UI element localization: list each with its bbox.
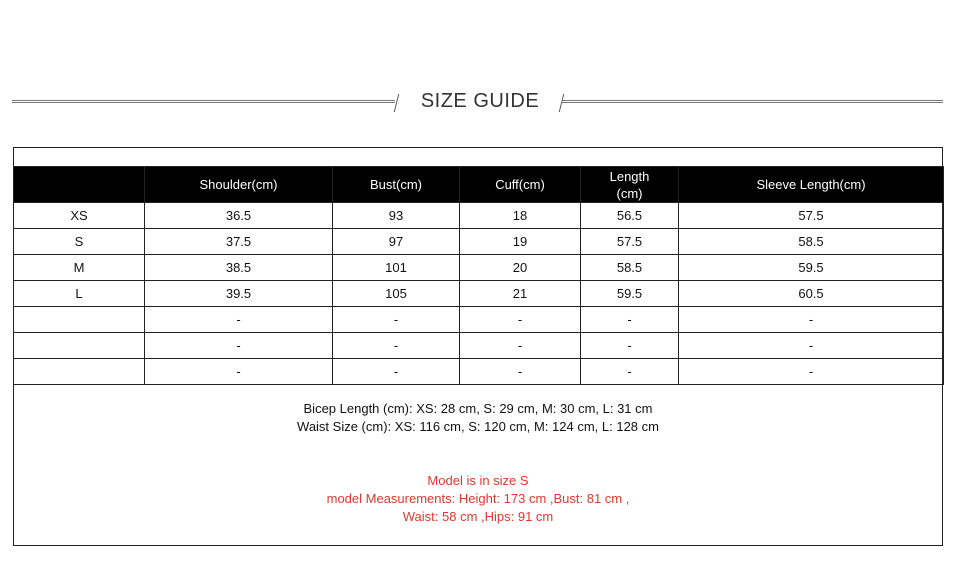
measurement-cell: - (333, 359, 460, 385)
measurement-cell: - (460, 359, 581, 385)
measurement-cell: 58.5 (679, 229, 944, 255)
size-label-cell (14, 307, 145, 333)
measurement-cell: 37.5 (145, 229, 333, 255)
measurement-cell: 38.5 (145, 255, 333, 281)
measurement-cell: - (145, 307, 333, 333)
measurement-cell: - (679, 359, 944, 385)
notes-spacer (13, 436, 943, 472)
size-table (13, 166, 944, 385)
table-row (14, 229, 944, 255)
table-header-cell: Shoulder(cm) (145, 167, 333, 203)
header-slash-right (558, 94, 566, 112)
measurement-cell: - (581, 333, 679, 359)
table-row (14, 203, 944, 229)
measurement-cell: 59.5 (581, 281, 679, 307)
table-row (14, 359, 944, 385)
table-row (14, 307, 944, 333)
size-label-cell (14, 359, 145, 385)
measurement-cell: - (460, 333, 581, 359)
measurement-cell: 20 (460, 255, 581, 281)
table-row (14, 333, 944, 359)
table-row (14, 255, 944, 281)
model-measurements-note-2: Waist: 58 cm ,Hips: 91 cm (402, 509, 554, 524)
measurement-cell: 39.5 (145, 281, 333, 307)
size-label-cell: S (14, 229, 145, 255)
header-rule-left (12, 100, 395, 103)
header-rule-right (562, 100, 943, 103)
size-label-cell: M (14, 255, 145, 281)
size-label-cell (14, 333, 145, 359)
table-header-row (14, 167, 944, 203)
bicep-note: Bicep Length (cm): XS: 28 cm, S: 29 cm, M: 30 cm, L: 31 cm (303, 401, 653, 416)
measurement-cell: 105 (333, 281, 460, 307)
table-header-cell: Length (cm) (581, 167, 679, 203)
measurement-cell: 97 (333, 229, 460, 255)
size-guide-header (12, 86, 943, 118)
measurement-cell: - (333, 307, 460, 333)
measurement-cell: 57.5 (679, 203, 944, 229)
measurement-cell: 59.5 (679, 255, 944, 281)
waist-note: Waist Size (cm): XS: 116 cm, S: 120 cm, M: 124 cm, L: 128 cm (297, 419, 659, 434)
measurement-cell: 56.5 (581, 203, 679, 229)
measurement-cell: 60.5 (679, 281, 944, 307)
measurement-cell: - (581, 359, 679, 385)
table-header-cell: Bust(cm) (333, 167, 460, 203)
size-notes (13, 400, 943, 526)
model-size-note: Model is in size S (427, 473, 529, 488)
measurement-cell: 57.5 (581, 229, 679, 255)
measurement-cell: 18 (460, 203, 581, 229)
table-header-cell: Sleeve Length(cm) (679, 167, 944, 203)
header-slash-left (393, 94, 401, 112)
measurement-cell: - (145, 333, 333, 359)
page-title: SIZE GUIDE (420, 90, 540, 112)
measurement-cell: 58.5 (581, 255, 679, 281)
measurement-cell: 93 (333, 203, 460, 229)
measurement-cell: - (679, 307, 944, 333)
table-row (14, 281, 944, 307)
size-label-cell: L (14, 281, 145, 307)
table-header-cell: Cuff(cm) (460, 167, 581, 203)
measurement-cell: 21 (460, 281, 581, 307)
measurement-cell: - (145, 359, 333, 385)
table-header-cell (14, 167, 145, 203)
model-measurements-note: model Measurements: Height: 173 cm ,Bust: 81 cm , (326, 491, 630, 506)
measurement-cell: - (581, 307, 679, 333)
size-label-cell: XS (14, 203, 145, 229)
measurement-cell: 101 (333, 255, 460, 281)
measurement-cell: - (460, 307, 581, 333)
measurement-cell: - (333, 333, 460, 359)
measurement-cell: - (679, 333, 944, 359)
measurement-cell: 19 (460, 229, 581, 255)
measurement-cell: 36.5 (145, 203, 333, 229)
